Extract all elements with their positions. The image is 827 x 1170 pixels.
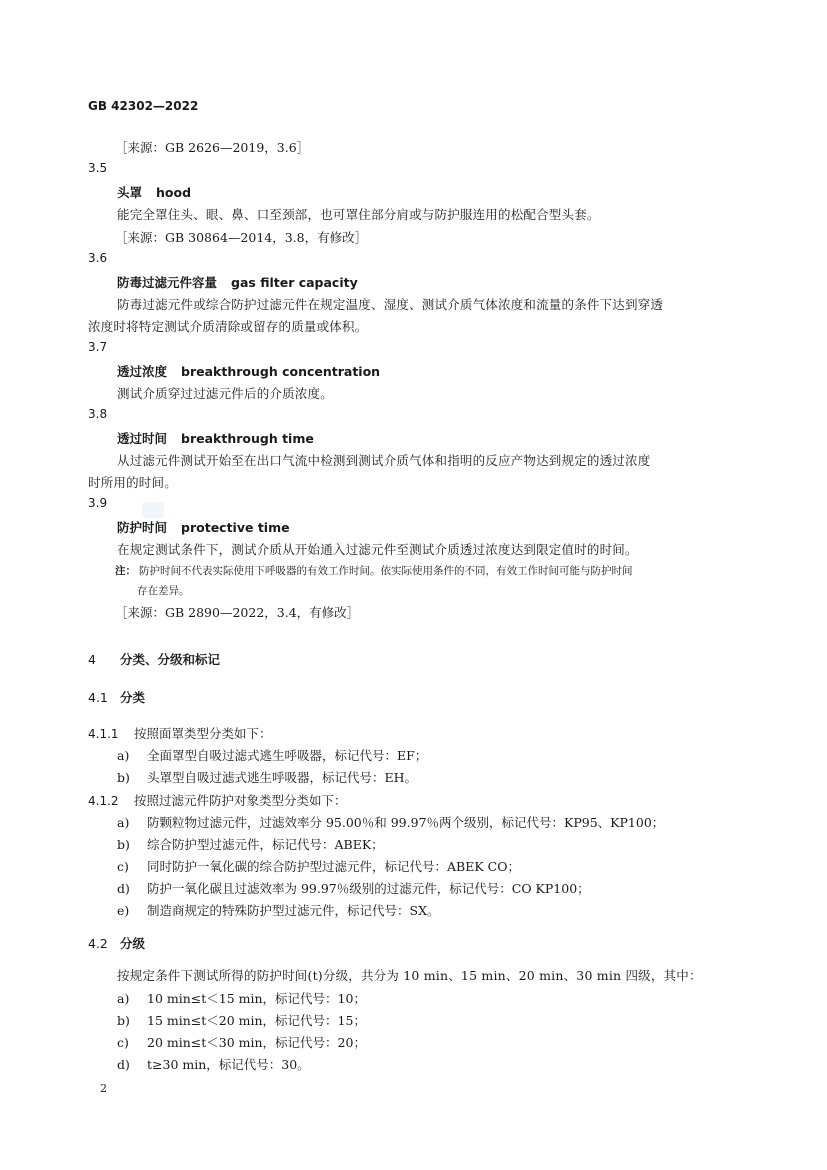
paragraph: 按规定条件下测试所得的防护时间(t)分级，共分为 10 min、15 min、20 min、30 min 四级，其中： [117,968,702,983]
term-definition: 防毒过滤元件或综合防护过滤元件在规定温度、湿度、测试介质气体浓度和流量的条件下达到穿透 [117,297,664,312]
term-zh: 头罩 [117,185,143,200]
clause-text: 按照过滤元件防护对象类型分类如下： [134,793,347,808]
clause-number: 4.1.2 [88,794,119,808]
term-en: breakthrough concentration [181,364,381,379]
term-zh: 防护时间 [117,520,168,535]
entry-number: 3.8 [88,407,108,421]
source-reference: ［来源：GB 2890—2022，3.4，有修改］ [115,605,360,620]
subsection-heading [88,934,145,952]
list-item: d) t≥30 min，标记代号：30。 [117,1057,310,1072]
list-item: c) 20 min≤t＜30 min，标记代号：20； [117,1035,366,1050]
page-number: 2 [100,1082,107,1095]
term-definition-cont: 浓度时将特定测试介质清除或留存的质量或体积。 [88,319,368,334]
list-item: e) 制造商规定的特殊防护型过滤元件，标记代号：SX。 [117,903,440,918]
list-item: d) 防护一氧化碳且过滤效率为 99.97％级别的过滤元件，标记代号：CO KP100； [117,881,590,896]
clause-number: 4.1.1 [88,727,119,741]
list-item: a) 防颗粒物过滤元件，过滤效率分 95.00％和 99.97％两个级别，标记代号：KP95、KP100； [117,815,665,830]
note-text-cont: 存在差异。 [137,585,190,597]
term-en: breakthrough time [181,431,314,446]
section-number: 4 [88,652,96,667]
clause [88,724,272,742]
term-heading [117,429,314,447]
faint-watermark [142,502,164,518]
term-zh: 透过时间 [117,431,168,446]
subsection-number: 4.2 [88,936,108,951]
entry-number: 3.6 [88,251,108,265]
list-item: c) 同时防护一氧化碳的综合防护型过滤元件，标记代号：ABEK CO； [117,859,520,874]
list-item: a) 10 min≤t＜15 min，标记代号：10； [117,991,366,1006]
note [115,563,633,578]
term-en: protective time [181,520,290,535]
term-en: gas filter capacity [231,275,358,290]
list-item: b) 头罩型自吸过滤式逃生呼吸器，标记代号：EH。 [117,770,418,785]
subsection-title: 分类 [120,690,146,705]
section-title: 分类、分级和标记 [120,652,221,667]
source-reference: ［来源：GB 2626—2019，3.6］ [115,140,310,155]
term-zh: 防毒过滤元件容量 [117,275,218,290]
term-zh: 透过浓度 [117,364,168,379]
document-id: GB 42302—2022 [88,99,199,113]
entry-number: 3.5 [88,161,108,175]
term-heading [117,518,290,536]
term-definition: 能完全罩住头、眼、鼻、口至颈部，也可罩住部分肩或与防护服连用的松配合型头套。 [117,207,600,222]
subsection-number: 4.1 [88,690,108,705]
entry-number: 3.9 [88,496,108,510]
term-en: hood [156,185,192,200]
source-reference: ［来源：GB 30864—2014，3.8，有修改］ [115,230,368,245]
term-definition: 从过滤元件测试开始至在出口气流中检测到测试介质气体和指明的反应产物达到规定的透过浓度 [117,453,651,468]
term-heading [117,273,358,291]
list-item: b) 15 min≤t＜20 min，标记代号：15； [117,1013,366,1028]
list-item: a) 全面罩型自吸过滤式逃生呼吸器，标记代号：EF； [117,748,428,763]
note-label: 注： [115,565,136,577]
term-heading [117,183,191,201]
term-heading [117,362,380,380]
term-definition-cont: 时所用的时间。 [88,475,177,490]
subsection-heading [88,688,145,706]
list-item: b) 综合防护型过滤元件，标记代号：ABEK； [117,837,384,852]
clause-text: 按照面罩类型分类如下： [134,726,272,741]
term-definition: 测试介质穿过过滤元件后的介质浓度。 [117,386,333,401]
subsection-title: 分级 [120,936,146,951]
note-text: 防护时间不代表实际使用下呼吸器的有效工作时间。依实际使用条件的不同，有效工作时间可能与防护时间 [139,565,633,577]
clause [88,791,347,809]
entry-number: 3.7 [88,340,108,354]
section-heading [88,650,220,668]
term-definition: 在规定测试条件下，测试介质从开始通入过滤元件至测试介质透过浓度达到限定值时的时间。 [117,542,638,557]
